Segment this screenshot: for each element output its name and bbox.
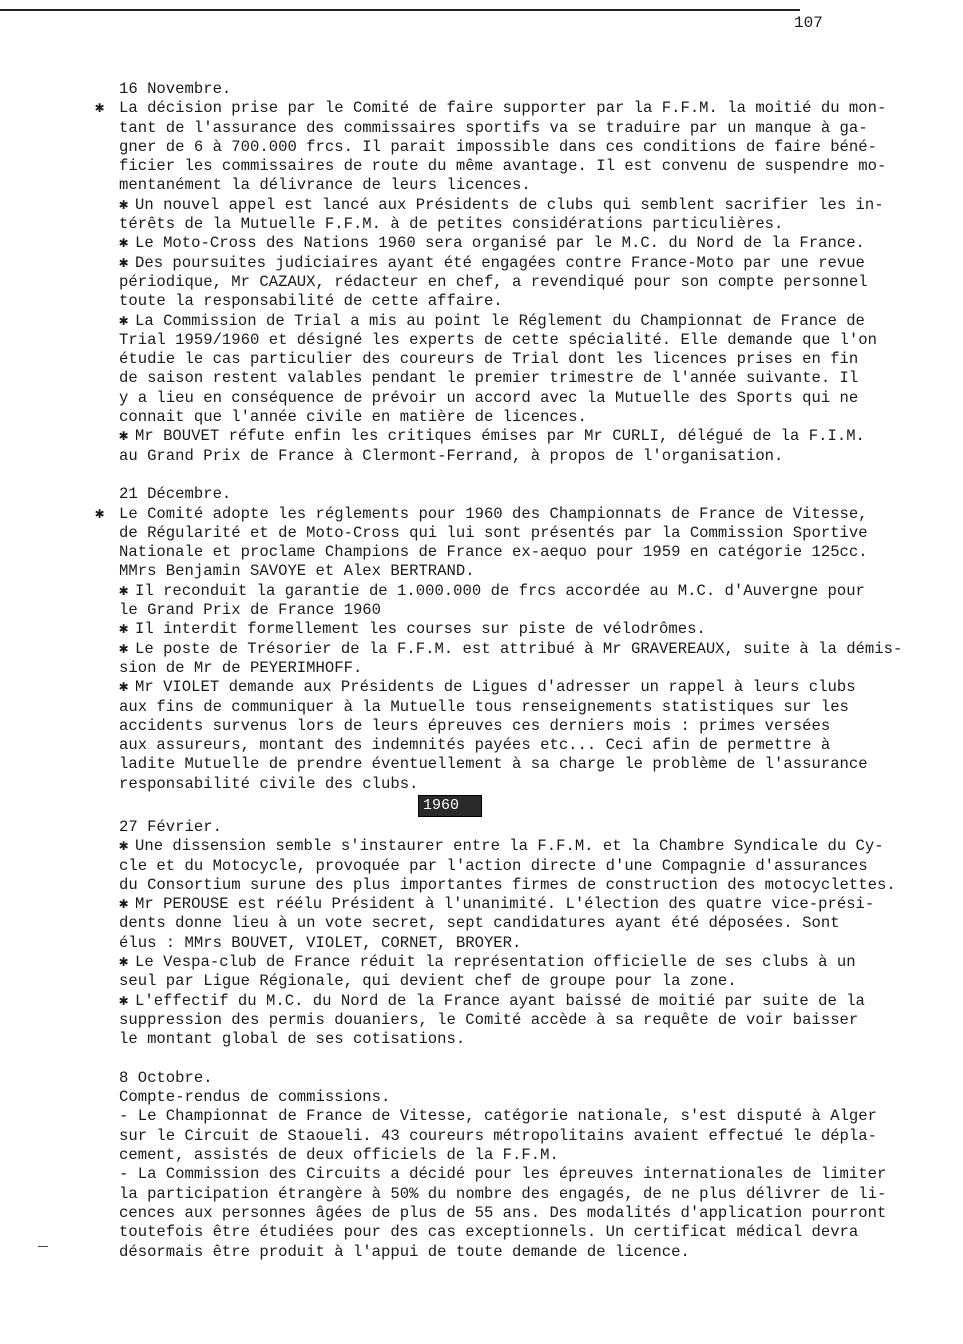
paragraph xyxy=(119,895,919,953)
text-line: MMrs Benjamin SAVOYE et Alex BERTRAND. xyxy=(119,562,475,581)
year-marker-row xyxy=(119,794,919,818)
paragraph xyxy=(119,1107,919,1165)
paragraph xyxy=(95,99,919,195)
text-line: y a lieu en conséquence de prévoir un accord avec la Mutuelle des Sports qui ne xyxy=(119,388,859,407)
paragraph xyxy=(119,254,919,312)
paragraph xyxy=(119,1165,919,1261)
text-line: cement, assistés de deux officiels de la F.F.M. xyxy=(119,1146,559,1165)
asterisk-bullet-icon: ✱ xyxy=(119,639,129,658)
text-line: dents donne lieu à un vote secret, sept candidatures ayant été déposées. Sont xyxy=(119,914,840,933)
text-line: cle et du Motocycle, provoquée par l'action directe d'une Compagnie d'assurances xyxy=(119,856,868,875)
text-line: toute la responsabilité de cette affaire. xyxy=(119,292,503,311)
text-line: Mr PEROUSE est réélu Président à l'unanimité. L'élection des quatre vice-prési- xyxy=(135,895,875,914)
asterisk-bullet-icon: ✱ xyxy=(119,195,129,214)
asterisk-bullet-icon: ✱ xyxy=(119,895,129,914)
text-line: mentanément la délivrance de leurs licences. xyxy=(119,176,531,195)
text-line: Mr BOUVET réfute enfin les critiques émises par Mr CURLI, délégué de la F.I.M. xyxy=(135,427,865,446)
paragraph xyxy=(119,678,919,794)
text-line: ladite Mutuelle de prendre éventuellement à sa charge le problème de l'assurance xyxy=(119,755,868,774)
paragraph xyxy=(119,427,919,466)
text-line: Le Vespa-club de France réduit la représentation officielle de ses clubs à un xyxy=(135,953,856,972)
paragraph xyxy=(95,504,919,582)
paragraph xyxy=(119,620,919,639)
text-line: de Régularité et de Moto-Cross qui lui sont présentés par la Commission Sportive xyxy=(119,523,868,542)
text-line: La décision prise par le Comité de faire supporter par la F.F.M. la moitié du mon- xyxy=(119,99,887,118)
paragraph xyxy=(119,992,919,1050)
paragraph xyxy=(119,837,919,895)
text-line: cences aux personnes âgées de plus de 55 ans. Des modalités d'application pourront xyxy=(119,1203,887,1222)
section-feb27 xyxy=(119,818,919,1050)
text-line: térêts de la Mutuelle F.F.M. à de petites considérations particulières. xyxy=(119,215,784,234)
section-heading: 21 Décembre. xyxy=(119,485,232,504)
asterisk-bullet-icon: ✱ xyxy=(119,620,129,639)
text-line: La Commission de Trial a mis au point le Réglement du Championnat de France de xyxy=(135,311,865,330)
asterisk-bullet-icon: ✱ xyxy=(119,581,129,600)
text-line: responsabilité civile des clubs. xyxy=(119,774,419,793)
text-line: L'effectif du M.C. du Nord de la France ayant baissé de moitié par suite de la xyxy=(135,991,865,1010)
text-line: Mr VIOLET demande aux Présidents de Ligues d'adresser un rappel à leurs clubs xyxy=(135,678,856,697)
year-marker: 1960 xyxy=(418,795,482,817)
asterisk-bullet-icon: ✱ xyxy=(119,234,129,253)
text-line: Le Moto-Cross des Nations 1960 sera organisé par le M.C. du Nord de la France. xyxy=(135,234,865,253)
spacer xyxy=(119,466,919,485)
margin-mark xyxy=(38,1246,48,1247)
text-line: Des poursuites judiciaires ayant été engagées contre France-Moto par une revue xyxy=(135,253,865,272)
asterisk-bullet-icon: ✱ xyxy=(119,253,129,272)
asterisk-bullet-icon: ✱ xyxy=(119,678,129,697)
text-line: connait que l'année civile en matière de licences. xyxy=(119,408,587,427)
text-line: Un nouvel appel est lancé aux Présidents de clubs qui semblent sacrifier les in- xyxy=(135,195,884,214)
asterisk-bullet-icon: ✱ xyxy=(119,837,129,856)
text-line: Une dissension semble s'instaurer entre la F.F.M. et la Chambre Syndicale du Cy- xyxy=(135,837,884,856)
text-line: - Le Championnat de France de Vitesse, catégorie nationale, s'est disputé à Alger xyxy=(119,1107,877,1126)
paragraph xyxy=(119,1088,919,1107)
text-line: Le Comité adopte les réglements pour 1960 des Championnats de France de Vitesse, xyxy=(119,504,868,523)
section-nov16 xyxy=(95,80,919,466)
paragraph xyxy=(119,234,919,253)
text-line: - La Commission des Circuits a décidé pour les épreuves internationales de limiter xyxy=(119,1165,887,1184)
top-rule xyxy=(0,9,800,11)
margin-asterisk-icon: ✱ xyxy=(95,504,105,523)
text-line: aux assureurs, montant des indemnités payées etc... Ceci afin de permettre à xyxy=(119,736,831,755)
margin-asterisk-icon: ✱ xyxy=(95,99,105,118)
section-heading: 8 Octobre. xyxy=(119,1068,213,1087)
text-line: Trial 1959/1960 et désigné les experts de cette spécialité. Elle demande que l'on xyxy=(119,330,877,349)
text-line: accidents survenus lors de leurs épreuves ces derniers mois : primes versées xyxy=(119,716,831,735)
text-line: désormais être produit à l'appui de toute demande de licence. xyxy=(119,1242,690,1261)
paragraph xyxy=(119,312,919,428)
text-line: sion de Mr de PEYERIMHOFF. xyxy=(119,658,363,677)
section-heading: 27 Février. xyxy=(119,817,222,836)
asterisk-bullet-icon: ✱ xyxy=(119,311,129,330)
asterisk-bullet-icon: ✱ xyxy=(119,991,129,1010)
section-heading: 16 Novembre. xyxy=(119,80,232,98)
text-line: étudie le cas particulier des coureurs de Trial dont les licences prises en fin xyxy=(119,350,859,369)
text-line: tant de l'assurance des commissaires sportifs va se traduire par un manque à ga- xyxy=(119,118,868,137)
text-line: Il interdit formellement les courses sur piste de vélodrômes. xyxy=(135,620,706,639)
section-oct8 xyxy=(119,1069,919,1262)
spacer xyxy=(119,1050,919,1069)
text-line: seul par Ligue Régionale, qui devient chef de groupe pour la zone. xyxy=(119,972,737,991)
text-line: aux fins de communiquer à la Mutuelle tous renseignements statistiques sur les xyxy=(119,697,849,716)
document-body xyxy=(95,80,919,1262)
page-number: 107 xyxy=(794,14,823,32)
text-line: sur le Circuit de Staoueli. 43 coureurs métropolitains avaient effectué le dépla- xyxy=(119,1126,877,1145)
text-line: de saison restent valables pendant le premier trimestre de l'année suivante. Il xyxy=(119,369,859,388)
text-line: Nationale et proclame Champions de France ex-aequo pour 1959 en catégorie 125cc. xyxy=(119,543,868,562)
paragraph xyxy=(119,582,919,621)
paragraph xyxy=(119,953,919,992)
text-line: ficier les commissaires de route du même avantage. Il est convenu de suspendre mo- xyxy=(119,157,887,176)
text-line: le Grand Prix de France 1960 xyxy=(119,601,382,620)
text-line: Il reconduit la garantie de 1.000.000 de frcs accordée au M.C. d'Auvergne pour xyxy=(135,581,865,600)
text-line: le montant global de ses cotisations. xyxy=(119,1030,466,1049)
asterisk-bullet-icon: ✱ xyxy=(119,427,129,446)
text-line: élus : MMrs BOUVET, VIOLET, CORNET, BROYER. xyxy=(119,933,522,952)
text-line: au Grand Prix de France à Clermont-Ferrand, à propos de l'organisation. xyxy=(119,446,784,465)
text-line: périodique, Mr CAZAUX, rédacteur en chef, a revendiqué pour son compte personnel xyxy=(119,272,868,291)
section-dec21 xyxy=(95,485,919,794)
text-line: gner de 6 à 700.000 frcs. Il parait impossible dans ces conditions de faire béné- xyxy=(119,137,877,156)
text-line: du Consortium surune des plus importantes firmes de construction des motocyclettes. xyxy=(119,875,896,894)
asterisk-bullet-icon: ✱ xyxy=(119,953,129,972)
text-line: Compte-rendus de commissions. xyxy=(119,1088,391,1107)
text-line: toutefois être étudiées pour des cas exceptionnels. Un certificat médical devra xyxy=(119,1223,859,1242)
text-line: suppression des permis douaniers, le Comité accède à sa requête de voir baisser xyxy=(119,1010,859,1029)
paragraph xyxy=(119,640,919,679)
text-line: la participation étrangère à 50% du nombre des engagés, de ne plus délivrer de li- xyxy=(119,1184,887,1203)
text-line: Le poste de Trésorier de la F.F.M. est attribué à Mr GRAVEREAUX, suite à la démis- xyxy=(135,639,903,658)
paragraph xyxy=(119,196,919,235)
